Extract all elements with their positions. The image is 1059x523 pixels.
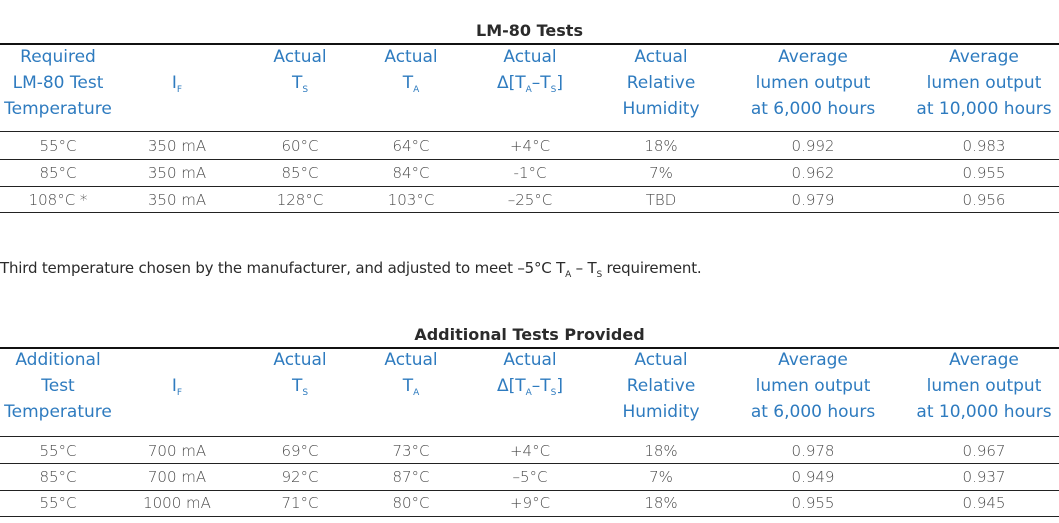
subscript-s: S	[550, 388, 557, 398]
header-line: Average	[778, 350, 848, 370]
table-cell: 73°C	[392, 442, 430, 460]
column-header	[916, 44, 1051, 122]
delta-close: ]	[556, 376, 564, 396]
table-cell: 350 mA	[147, 137, 207, 155]
table-title: LM-80 Tests	[476, 21, 583, 40]
footnote-sub-a: A	[565, 270, 572, 280]
table-cell: 18%	[644, 494, 678, 512]
header-line: Temperature	[4, 99, 112, 119]
table-cell: +4°C	[509, 137, 551, 155]
column-header	[273, 44, 326, 96]
table-cell: 103°C	[387, 191, 435, 209]
symbol-main: I	[171, 376, 177, 396]
table-cell: 0.937	[962, 468, 1006, 486]
table-cell: 7%	[649, 164, 673, 182]
footnote-text-2: – T	[571, 259, 597, 277]
table-cell: 700 mA	[147, 442, 207, 460]
table-cell: 128°C	[276, 191, 324, 209]
table-cell: 0.962	[791, 164, 835, 182]
column-header	[273, 347, 326, 399]
header-line: at 6,000 hours	[750, 402, 876, 422]
table-cell: 85°C	[39, 468, 77, 486]
header-line: Actual	[384, 350, 438, 370]
column-header	[916, 347, 1051, 425]
table-cell: 84°C	[392, 164, 430, 182]
header-line: Actual	[634, 47, 688, 67]
subscript-a: A	[525, 388, 532, 398]
row-rule	[0, 212, 1059, 213]
header-symbol	[384, 373, 437, 399]
table-cell: 92°C	[281, 468, 319, 486]
table-cell: 0.983	[962, 137, 1006, 155]
header-line: Average	[949, 47, 1019, 67]
footnote-sub-s: S	[596, 270, 602, 280]
column-header	[497, 44, 563, 96]
header-line: Relative	[626, 376, 696, 396]
header-symbol	[273, 70, 326, 96]
column-header	[751, 347, 875, 425]
table-cell: 350 mA	[147, 191, 207, 209]
table-cell: 18%	[644, 442, 678, 460]
header-symbol	[497, 373, 563, 399]
header-line: Test	[41, 376, 75, 396]
symbol-main: T	[402, 376, 414, 396]
header-line: lumen output	[926, 376, 1042, 396]
table-cell: –5°C	[512, 468, 548, 486]
delta-mid: –T	[531, 376, 551, 396]
column-header	[4, 44, 112, 122]
header-symbol	[273, 373, 326, 399]
header-line	[172, 44, 182, 70]
table-cell: 85°C	[39, 164, 77, 182]
header-line: lumen output	[926, 73, 1042, 93]
column-header	[497, 347, 563, 399]
header-line: Average	[949, 350, 1019, 370]
symbol-subscript: A	[413, 388, 420, 398]
table-cell: 0.955	[791, 494, 835, 512]
header-symbol	[384, 70, 437, 96]
header-line: LM-80 Test	[12, 73, 104, 93]
table-cell: 0.956	[962, 191, 1006, 209]
table-cell: 108°C *	[28, 191, 88, 209]
table-cell: +4°C	[509, 442, 551, 460]
table-cell: 55°C	[39, 442, 77, 460]
symbol-subscript: S	[302, 85, 309, 95]
table-cell: 0.945	[962, 494, 1006, 512]
symbol-main: T	[291, 376, 303, 396]
row-rule	[0, 186, 1059, 187]
header-line: Average	[778, 47, 848, 67]
table-cell: -1°C	[513, 164, 547, 182]
table-cell: 0.979	[791, 191, 835, 209]
header-line	[172, 347, 182, 373]
table-cell: 18%	[644, 137, 678, 155]
header-line: Actual	[634, 350, 688, 370]
subscript-s: S	[550, 85, 557, 95]
footnote-text-3: requirement.	[601, 259, 702, 277]
footnote-text: Third temperature chosen by the manufacturer, and adjusted to meet –5°C T	[0, 259, 566, 277]
table-cell: 0.992	[791, 137, 835, 155]
table-cell: 87°C	[392, 468, 430, 486]
header-line: at 10,000 hours	[916, 99, 1052, 119]
delta-open: Δ[T	[496, 73, 526, 93]
table-cell: 7%	[649, 468, 673, 486]
header-line: at 6,000 hours	[750, 99, 876, 119]
column-header	[384, 347, 437, 399]
header-line: Humidity	[622, 402, 700, 422]
header-line: Actual	[503, 47, 557, 67]
column-header	[172, 347, 182, 399]
header-line: at 10,000 hours	[916, 402, 1052, 422]
header-symbol	[497, 70, 563, 96]
table-cell: 1000 mA	[143, 494, 211, 512]
table-cell: 350 mA	[147, 164, 207, 182]
symbol-subscript: F	[176, 388, 183, 398]
symbol-main: I	[171, 73, 177, 93]
column-header	[622, 44, 699, 122]
table-cell: TBD	[645, 191, 677, 209]
row-rule	[0, 490, 1059, 491]
symbol-main: T	[291, 73, 303, 93]
symbol-subscript: S	[302, 388, 309, 398]
delta-close: ]	[556, 73, 564, 93]
header-line: Actual	[273, 350, 327, 370]
header-line: lumen output	[755, 73, 871, 93]
table-cell: 55°C	[39, 494, 77, 512]
header-line: Additional	[15, 350, 101, 370]
column-header	[172, 44, 182, 96]
column-header	[384, 44, 437, 96]
header-bottom-rule	[0, 436, 1059, 437]
header-line: Actual	[273, 47, 327, 67]
symbol-subscript: A	[413, 85, 420, 95]
header-symbol	[172, 373, 182, 399]
table-cell: 69°C	[281, 442, 319, 460]
column-header	[622, 347, 699, 425]
table-cell: 55°C	[39, 137, 77, 155]
header-line: Actual	[503, 350, 557, 370]
table-cell: 0.967	[962, 442, 1006, 460]
delta-open: Δ[T	[496, 376, 526, 396]
delta-mid: –T	[531, 73, 551, 93]
header-bottom-rule	[0, 131, 1059, 132]
table-cell: 0.949	[791, 468, 835, 486]
table-cell: 80°C	[392, 494, 430, 512]
row-rule	[0, 516, 1059, 517]
table-cell: –25°C	[507, 191, 553, 209]
table-cell: 60°C	[281, 137, 319, 155]
header-line: Relative	[626, 73, 696, 93]
table-title: Additional Tests Provided	[414, 325, 645, 344]
column-header	[751, 44, 875, 122]
row-rule	[0, 159, 1059, 160]
table-cell: 0.978	[791, 442, 835, 460]
footnote	[0, 259, 702, 280]
table-cell: 0.955	[962, 164, 1006, 182]
header-line: Required	[20, 47, 96, 67]
row-rule	[0, 463, 1059, 464]
header-line: Humidity	[622, 99, 700, 119]
table-cell: 85°C	[281, 164, 319, 182]
column-header	[4, 347, 112, 425]
header-symbol	[172, 70, 182, 96]
symbol-subscript: F	[176, 85, 183, 95]
header-line: Actual	[384, 47, 438, 67]
table-cell: 71°C	[281, 494, 319, 512]
table-cell: +9°C	[509, 494, 551, 512]
subscript-a: A	[525, 85, 532, 95]
table-cell: 700 mA	[147, 468, 207, 486]
table-cell: 64°C	[392, 137, 430, 155]
symbol-main: T	[402, 73, 414, 93]
header-line: Temperature	[4, 402, 112, 422]
header-line: lumen output	[755, 376, 871, 396]
